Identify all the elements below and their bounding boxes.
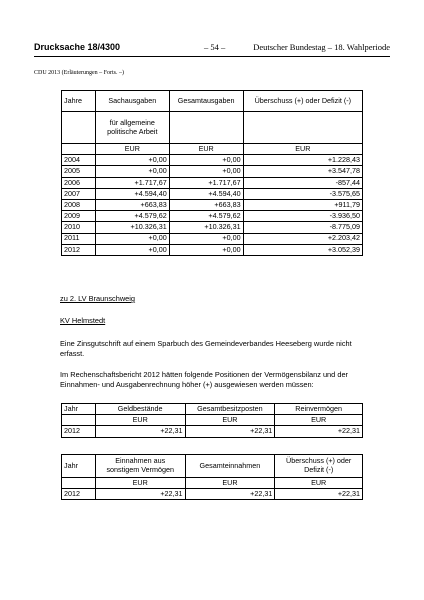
value-cell: +0,00 [169,155,243,166]
value-cell: +22,31 [185,426,275,437]
table-row [62,233,363,244]
header-cell: Überschuss (+) oder Defizit (-) [243,91,362,112]
value-cell: +0,00 [169,166,243,177]
value-cell: +0,00 [169,244,243,255]
year-cell: 2006 [62,177,96,188]
header-rule [34,56,390,57]
section-subheading: KV Helmstedt [60,316,106,325]
table-row [62,244,363,255]
unit-cell: EUR [185,415,275,426]
page-header [34,42,390,54]
table-row [62,155,363,166]
value-cell: +0,00 [95,244,169,255]
table-row [62,188,363,199]
page-number: – 54 – [204,42,226,52]
table-unit-row [62,144,363,155]
year-cell: 2012 [62,426,96,437]
unit-cell: EUR [243,144,362,155]
unit-cell: EUR [95,144,169,155]
table-expenses [61,90,363,256]
value-cell: +663,83 [95,199,169,210]
value-cell: +3.052,39 [243,244,362,255]
header-cell: Jahre [62,91,96,112]
value-cell: +22,31 [275,426,363,437]
header-cell: Sachausgaben [95,91,169,112]
table-row [62,199,363,210]
paragraph: Eine Zinsgutschrift auf einem Sparbuch des Gemeindeverbandes Heeseberg wurde nicht erfasst. [60,339,352,358]
header-cell: Reinvermögen [275,404,363,415]
table-unit-row [62,478,363,489]
value-cell: +22,31 [95,489,185,500]
value-cell: +3.547,78 [243,166,362,177]
value-cell: +2.203,42 [243,233,362,244]
table-row [62,177,363,188]
year-cell: 2012 [62,489,96,500]
header-cell: Gesamtbesitzposten [185,404,275,415]
value-cell: +0,00 [95,233,169,244]
table-row [62,222,363,233]
value-cell: +4.594,40 [95,188,169,199]
value-cell: +22,31 [95,426,185,437]
value-cell: +4.579,62 [169,211,243,222]
section-heading: zu 2. LV Braunschweig [60,294,136,303]
table-subnote-row [62,112,363,144]
header-cell: Einnahmen aus sonstigem Vermögen [95,455,185,478]
value-cell: +1.717,67 [95,177,169,188]
year-cell: 2008 [62,199,96,210]
year-cell: 2009 [62,211,96,222]
year-cell: 2004 [62,155,96,166]
table-header-row [62,455,363,478]
header-cell: Überschuss (+) oder Defizit (-) [275,455,363,478]
value-cell: -857,44 [243,177,362,188]
unit-cell: EUR [275,415,363,426]
unit-cell: EUR [95,415,185,426]
header-cell: Jahr [62,404,96,415]
value-cell: +22,31 [275,489,363,500]
year-cell: 2010 [62,222,96,233]
year-cell: 2007 [62,188,96,199]
value-cell: +4.579,62 [95,211,169,222]
table-assets [61,403,363,438]
header-cell: Gesamteinnahmen [185,455,275,478]
value-cell: +4.594,40 [169,188,243,199]
subheader: CDU 2013 (Erläuterungen – Forts. –) [34,70,124,76]
value-cell: +1.228,43 [243,155,362,166]
table-income [61,454,363,500]
value-cell: +10.326,31 [95,222,169,233]
value-cell: -3.936,50 [243,211,362,222]
table-row [62,426,363,437]
header-cell: Gesamtausgaben [169,91,243,112]
header-cell: Jahr [62,455,96,478]
value-cell: +911,79 [243,199,362,210]
unit-cell: EUR [185,478,275,489]
value-cell: +663,83 [169,199,243,210]
value-cell: +22,31 [185,489,275,500]
publisher: Deutscher Bundestag – 18. Wahlperiode [253,42,390,52]
document-number: Drucksache 18/4300 [34,42,121,52]
table-row [62,166,363,177]
unit-cell: EUR [95,478,185,489]
table-header-row [62,91,363,112]
year-cell: 2012 [62,244,96,255]
value-cell: +10.326,31 [169,222,243,233]
table-row [62,489,363,500]
value-cell: +0,00 [169,233,243,244]
header-cell: Geldbestände [95,404,185,415]
value-cell: +0,00 [95,166,169,177]
paragraph: Im Rechenschaftsbericht 2012 hätten folgende Positionen der Vermögensbilanz und der Einnahmen- und Ausgabenrechnung höher (+) ausgewiesen werden müssen: [60,370,349,389]
value-cell: -3.575,65 [243,188,362,199]
subnote-cell: für allgemeine politische Arbeit [95,112,169,144]
value-cell: +0,00 [95,155,169,166]
unit-cell: EUR [169,144,243,155]
unit-cell: EUR [275,478,363,489]
table-unit-row [62,415,363,426]
year-cell: 2011 [62,233,96,244]
table-row [62,211,363,222]
value-cell: +1.717,67 [169,177,243,188]
value-cell: -8.775,09 [243,222,362,233]
table-header-row [62,404,363,415]
year-cell: 2005 [62,166,96,177]
